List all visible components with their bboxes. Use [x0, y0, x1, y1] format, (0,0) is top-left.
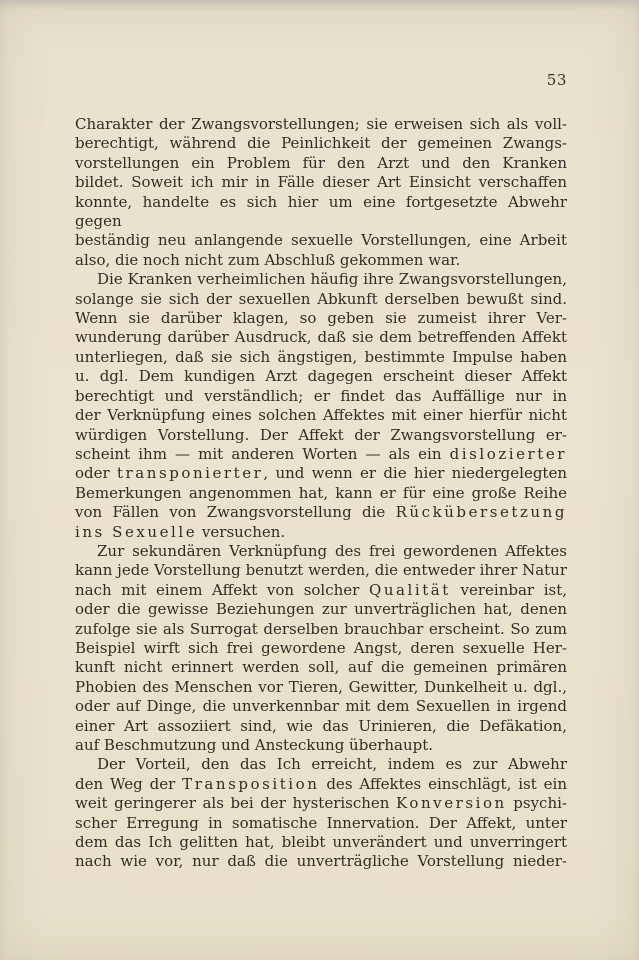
text-line: berechtigt, während die Peinlichkeit der gemeinen Zwangs-: [75, 134, 567, 153]
text-line: beständig neu anlangende sexuelle Vorstellungen, eine Arbeit: [75, 231, 567, 250]
page-text: [75, 115, 567, 872]
text-line: auf Beschmutzung und Ansteckung überhaupt.: [75, 736, 434, 754]
text-line: oder auf Dinge, die unverkennbar mit dem Sexuellen in irgend: [75, 697, 567, 716]
paragraph: [75, 270, 567, 542]
text-line: scher Erregung in somatische Innervation. Der Affekt, unter: [75, 813, 567, 832]
text-line: solange sie sich der sexuellen Abkunft derselben bewußt sind.: [75, 289, 567, 308]
text-line: von Fällen von Zwangsvorstellung die Rückübersetzung: [75, 503, 567, 522]
text-line: wunderung darüber Ausdruck, daß sie dem betreffenden Affekt: [75, 328, 567, 347]
text-line: kann jede Vorstellung benutzt werden, die entweder ihrer Natur: [75, 561, 567, 580]
text-line: nach wie vor, nur daß die unverträgliche Vorstellung nieder-: [75, 852, 567, 871]
text-line: oder die gewisse Beziehungen zur unverträglichen hat, denen: [75, 600, 567, 619]
text-line: weit geringerer als bei der hysterischen Konversion psychi-: [75, 794, 567, 813]
text-line: würdigen Vorstellung. Der Affekt der Zwangsvorstellung er-: [75, 425, 567, 444]
letterspaced-emphasis: transponierter: [116, 464, 264, 483]
text-line: der Verknüpfung eines solchen Affektes mit einer hierfür nicht: [75, 406, 567, 425]
text-line: bildet. Soweit ich mir in Fälle dieser Art Einsicht verschaffen: [75, 173, 567, 192]
text-line: einer Art assoziiert sind, wie das Urinieren, die Defäkation,: [75, 716, 567, 735]
letterspaced-emphasis: Transposition: [182, 774, 320, 793]
text-line: scheint ihm — mit anderen Worten — als ein dislozierter: [75, 444, 567, 463]
paragraph: [75, 115, 567, 270]
text-line: Wenn sie darüber klagen, so geben sie zumeist ihrer Ver-: [75, 309, 567, 328]
text-line: ins Sexuelle versuchen.: [75, 522, 286, 541]
letterspaced-emphasis: ins Sexuelle: [75, 522, 198, 541]
text-line: dem das Ich gelitten hat, bleibt unverändert und unverringert: [75, 833, 567, 852]
text-line: oder transponierter, und wenn er die hier niedergelegten: [75, 464, 567, 483]
text-line: Der Vorteil, den das Ich erreicht, indem es zur Abwehr: [97, 755, 567, 774]
text-line: Beispiel wirft sich frei gewordene Angst, deren sexuelle Her-: [75, 638, 567, 657]
paragraph: [75, 755, 567, 871]
text-line: also, die noch nicht zum Abschluß gekommen war.: [75, 250, 461, 269]
text-line: kunft nicht erinnert werden soll, auf die gemeinen primären: [75, 658, 567, 677]
text-line: Zur sekundären Verknüpfung des frei gewordenen Affektes: [97, 541, 567, 560]
text-line: berechtigt und verständlich; er findet das Auffällige nur in: [75, 386, 567, 405]
letterspaced-emphasis: Qualität: [368, 580, 451, 599]
text-line: nach mit einem Affekt von solcher Qualität vereinbar ist,: [75, 580, 568, 599]
text-line: Phobien des Menschen vor Tieren, Gewitter, Dunkelheit u. dgl.,: [75, 677, 567, 696]
text-line: den Weg der Transposition des Affektes einschlägt, ist ein: [75, 774, 567, 793]
text-line: zufolge sie als Surrogat derselben brauchbar erscheint. So zum: [75, 619, 567, 638]
letterspaced-emphasis: Rückübersetzung: [395, 503, 567, 522]
text-line: konnte, handelte es sich hier um eine fortgesetzte Abwehr gegen: [75, 192, 567, 231]
paragraph: [75, 542, 567, 755]
text-line: vorstellungen ein Problem für den Arzt und den Kranken: [75, 153, 567, 172]
text-line: Die Kranken verheimlichen häufig ihre Zwangsvorstellungen,: [97, 270, 567, 289]
text-line: u. dgl. Dem kundigen Arzt dagegen erscheint dieser Affekt: [75, 367, 567, 386]
text-line: unterliegen, daß sie sich ängstigen, bestimmte Impulse haben: [75, 347, 567, 366]
text-line: Charakter der Zwangsvorstellungen; sie erweisen sich als voll-: [75, 115, 567, 133]
letterspaced-emphasis: dislozierter: [449, 444, 567, 463]
text-line: Bemerkungen angenommen hat, kann er für eine große Reihe: [75, 483, 567, 502]
letterspaced-emphasis: Konversion: [396, 794, 507, 813]
page-number: 53: [546, 71, 567, 89]
